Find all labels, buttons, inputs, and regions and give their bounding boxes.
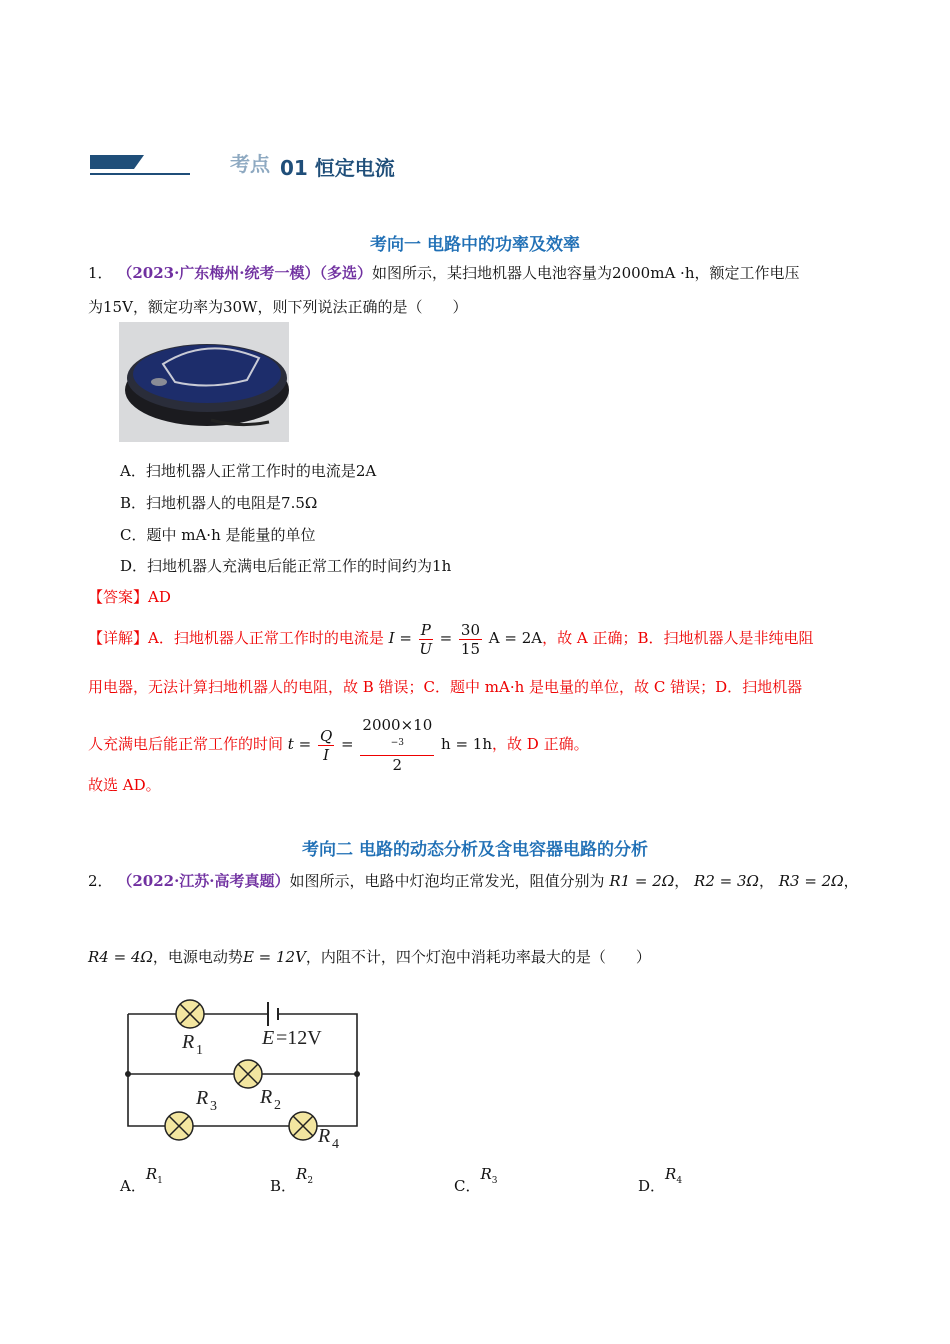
rated-voltage: 15V (103, 298, 133, 316)
heading-prefix: 考点 (230, 152, 270, 176)
heading-bar-arrow (134, 155, 144, 169)
question-text: ，额定工作电压 (694, 264, 800, 282)
detail-line-4: 故选 AD。 (88, 776, 161, 794)
r3-value: R3 = 2Ω (778, 872, 844, 890)
label-r4: R (318, 1125, 331, 1147)
label-r1: R (182, 1031, 195, 1053)
heading-underline (90, 173, 190, 175)
detail-line-3: 人充满电后能正常工作的时间 t = $\frac{Q}{I}$ = 2000×10 $^{-3}$ 2 h = 1h，故 D 正确。 (88, 716, 589, 774)
svg-text:3: 3 (210, 1099, 217, 1114)
q2-option-d: D．$R_4$ (638, 1165, 683, 1195)
q2-option-b: B．$R_2$ (270, 1165, 314, 1195)
question-number: 1． (88, 264, 113, 282)
formula-current-lhs: I = (388, 629, 412, 647)
question-2-line-2: R4 = 4Ω，电源电动势E = 12V，内阻不计，四个灯泡中消耗功率最大的是（ ） (88, 948, 651, 966)
heading-bar-block (90, 155, 134, 169)
section-title-2: 考向二 电路的动态分析及含电容器电路的分析 (302, 840, 648, 860)
option-b: B．扫地机器人的电阻是7.5Ω (120, 494, 318, 512)
r4-value: R4 = 4Ω (88, 948, 153, 966)
question-1-line-1 (88, 256, 868, 290)
option-d: D．扫地机器人充满电后能正常工作的时间约为1h (120, 557, 452, 575)
question-1-line-2 (88, 290, 868, 324)
detail-line-1: 【详解】A．扫地机器人正常工作时的电流是 I = $\frac{P}{U}$ = $\frac{30}{15}$ A = 2A，故 A 正确；B．扫地机器人是非纯电阻 (88, 620, 814, 658)
topic-heading (90, 152, 395, 180)
question-2-line-1: 2． （2022·江苏·高考真题）如图所示，电路中灯泡均正常发光，阻值分别为 R1 = 2Ω， R2 = 3Ω， R3 = 2Ω， (88, 872, 859, 890)
svg-text:1: 1 (196, 1043, 203, 1058)
emf-value: E = 12V (242, 948, 306, 966)
detail-line-2: 用电器，无法计算扫地机器人的电阻，故 B 错误；C．题中 mA·h 是电量的单位，故 C 错误；D．扫地机器 (88, 678, 803, 696)
rated-power: 30W (222, 298, 258, 316)
battery-capacity: 2000mA ·h (612, 264, 695, 282)
question-text: 如图所示，某扫地机器人电池容量为 (372, 264, 613, 282)
question-text: 为 (88, 298, 104, 316)
answer: 【答案】AD (88, 588, 171, 606)
heading-title: 01 恒定电流 (280, 156, 395, 180)
question-text: ，额定功率为 (132, 298, 223, 316)
option-c: C．题中 mA·h 是能量的单位 (120, 526, 316, 544)
section-title-1: 考向一 电路中的功率及效率 (370, 235, 580, 255)
label-emf: E (262, 1027, 275, 1049)
option-a: A．扫地机器人正常工作时的电流是2A (120, 462, 377, 480)
question-source: （2022·江苏·高考真题） (117, 872, 290, 890)
circuit-diagram (120, 990, 370, 1164)
svg-text:4: 4 (332, 1137, 339, 1152)
svg-text:=12V: =12V (276, 1027, 322, 1049)
question-source: （2023·广东梅州·统考一模）（多选） (117, 264, 373, 282)
label-r2: R (260, 1086, 273, 1108)
question-text: ，则下列说法正确的是（ ） (257, 298, 468, 316)
robot-vacuum-image (119, 322, 289, 442)
q2-option-c: C．$R_3$ (454, 1165, 498, 1195)
r1-value: R1 = 2Ω (609, 872, 675, 890)
q2-option-a: A．$R_1$ (120, 1165, 163, 1195)
label-r3: R (196, 1087, 209, 1109)
r2-value: R2 = 3Ω (694, 872, 759, 890)
svg-text:2: 2 (274, 1098, 281, 1113)
